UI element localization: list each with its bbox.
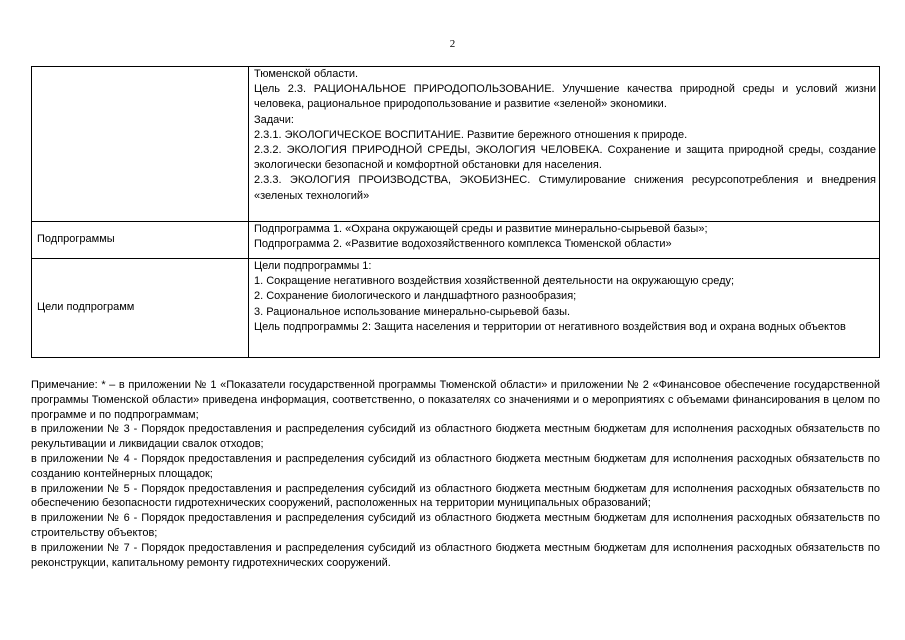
- row-label-subprograms: Подпрограммы: [32, 222, 249, 259]
- program-passport-table: [31, 66, 880, 358]
- subprogram-1-goals-heading: Цели подпрограммы 1:: [254, 260, 372, 272]
- note-paragraph: Примечание: * – в приложении № 1 «Показатели государственной программы Тюменской области» и приложении № 2 «Финансовое обеспечение государственной программы Тюменской области» приведена информация, соответственно, о показателях со значениями и о мероприятиях с объемами финансирования в целом по программе и по подпрограммам;: [31, 379, 880, 421]
- text-line: Тюменской области.: [254, 68, 359, 80]
- note-appendix-4: в приложении № 4 - Порядок предоставления и распределения субсидий из областного бюджета местным бюджетам для исполнения расходных обязательств по созданию контейнерных площадок;: [31, 452, 880, 480]
- subprogram-1-goal-1: 1. Сокращение негативного воздействия хозяйственной деятельности на окружающую среду;: [254, 275, 735, 288]
- task-2-3-2: 2.3.2. ЭКОЛОГИЯ ПРИРОДНОЙ СРЕДЫ, ЭКОЛОГИЯ ЧЕЛОВЕКА. Сохранение и защита природной среды, создание экологически безопасной и комфортной обстановки для населения.: [254, 144, 876, 172]
- note-appendix-5: в приложении № 5 - Порядок предоставления и распределения субсидий из областного бюджета местным бюджетам для исполнения расходных обязательств по обеспечению безопасности гидротехнических сооружений, расположенных на территории муниципальных образований;: [31, 482, 880, 510]
- table-row-subprogram-goals: [32, 259, 880, 358]
- row-label-subprogram-goals: Цели подпрограмм: [32, 259, 249, 358]
- subprogram-2-goal: Цель подпрограммы 2: Защита населения и территории от негативного воздействия вод и охрана водных объектов: [254, 320, 846, 333]
- subprograms-cell: [249, 222, 880, 259]
- note-appendix-3: в приложении № 3 - Порядок предоставления и распределения субсидий из областного бюджета местным бюджетам для исполнения расходных обязательств по рекультивации и ликвидации свалок отходов;: [31, 423, 880, 451]
- tasks-heading: Задачи:: [254, 113, 294, 126]
- table-row-goals: [32, 67, 880, 222]
- row-label-empty: [32, 67, 249, 222]
- goal-2-3-cell: [249, 67, 880, 222]
- subprogram-1-goal-3: 3. Рациональное использование минерально-сырьевой базы.: [254, 305, 571, 318]
- note-appendix-7: в приложении № 7 - Порядок предоставления и распределения субсидий из областного бюджета местным бюджетам для исполнения расходных обязательств по реконструкции, капитальному ремонту гидротехнических сооружений.: [31, 541, 880, 569]
- note-section: [31, 378, 880, 570]
- subprogram-2: Подпрограмма 2. «Развитие водохозяйственного комплекса Тюменской области»: [254, 238, 672, 251]
- goal-2-3-text: Цель 2.3. РАЦИОНАЛЬНОЕ ПРИРОДОПОЛЬЗОВАНИЕ. Улучшение качества природной среды и условий жизни человека, рациональное природопользование и развитие «зеленой» экономики.: [254, 83, 876, 111]
- page-number: 2: [449, 38, 456, 50]
- task-2-3-3: 2.3.3. ЭКОЛОГИЯ ПРОИЗВОДСТВА, ЭКОБИЗНЕС. Стимулирование снижения ресурсопотребления и внедрения «зеленых технологий»: [254, 174, 876, 202]
- subprogram-1-goal-2: 2. Сохранение биологического и ландшафтного разнообразия;: [254, 290, 577, 303]
- table-row-subprograms: [32, 222, 880, 259]
- subprogram-1: Подпрограмма 1. «Охрана окружающей среды и развитие минерально-сырьевой базы»;: [254, 223, 708, 235]
- task-2-3-1: 2.3.1. ЭКОЛОГИЧЕСКОЕ ВОСПИТАНИЕ. Развитие бережного отношения к природе.: [254, 128, 688, 141]
- subprogram-goals-cell: [249, 259, 880, 358]
- note-appendix-6: в приложении № 6 - Порядок предоставления и распределения субсидий из областного бюджета местным бюджетам для исполнения расходных обязательств по строительству объектов;: [31, 512, 880, 539]
